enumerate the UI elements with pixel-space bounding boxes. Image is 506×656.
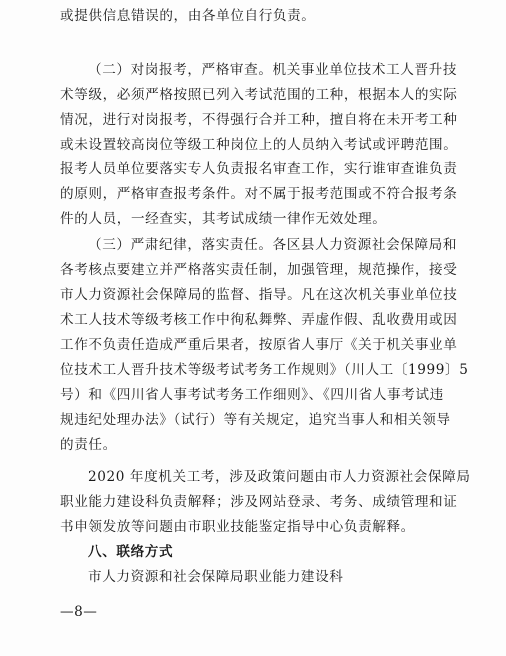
paragraph-line: 2020 年度机关工考，涉及政策问题由市人力资源社会保障局 <box>88 469 471 485</box>
section-heading: 八、联络方式 <box>88 544 174 560</box>
paragraph-line: 规违纪处理办法》（试行）等有关规定，追究当事人和相关领导 <box>60 412 451 428</box>
paragraph-line: 的责任。 <box>60 437 117 453</box>
paragraph-line: 号）和《四川省人事考试考务工作细则》、《四川省人事考试违 <box>60 387 444 403</box>
paragraph-line: 或提供信息错误的，由各单位自行负责。 <box>60 8 316 24</box>
paragraph-line: 书申领发放等问题由市职业技能鉴定指导中心负责解释。 <box>60 519 415 535</box>
paragraph-line: 市人力资源和社会保障局职业能力建设科 <box>88 569 344 585</box>
paragraph-line: 术工人技术等级考核工作中徇私舞弊、弄虚作假、乱收费用或因 <box>60 312 458 328</box>
page-number: —8— <box>60 604 98 620</box>
paragraph-line: 报考人员单位要落实专人负责报名审查工作，实行谁审查谁负责 <box>60 161 458 177</box>
paragraph-line: 各考核点要建立并严格落实责任制，加强管理，规范操作，接受 <box>60 262 458 278</box>
paragraph-line: （二）对岗报考，严格审查。机关事业单位技术工人晋升技 <box>88 62 458 78</box>
paragraph-line: 的原则，严格审查报考条件。对不属于报考范围或不符合报考条 <box>60 186 458 202</box>
paragraph-line: 职业能力建设科负责解释；涉及网站登录、考务、成绩管理和证 <box>60 494 458 510</box>
paragraph-line: 位技术工人晋升技术等级考试考务工作规则》（川人工〔1999〕5 <box>60 362 469 378</box>
paragraph-line: （三）严肃纪律，落实责任。各区县人力资源社会保障局和 <box>88 237 458 253</box>
paragraph-line: 工作不负责任造成严重后果者，按原省人事厅《关于机关事业单 <box>60 337 458 353</box>
paragraph-line: 或未设置较高岗位等级工种岗位上的人员纳入考试或评聘范围。 <box>60 137 458 153</box>
paragraph-line: 市人力资源社会保障局的监督、指导。凡在这次机关事业单位技 <box>60 287 458 303</box>
paragraph-line: 术等级，必须严格按照已列入考试范围的工种，根据本人的实际 <box>60 87 458 103</box>
paragraph-line: 件的人员，一经查实，其考试成绩一律作无效处理。 <box>60 211 387 227</box>
paragraph-line: 情况，进行对岗报考，不得强行合并工种，擅自将在未开考工种 <box>60 112 458 128</box>
